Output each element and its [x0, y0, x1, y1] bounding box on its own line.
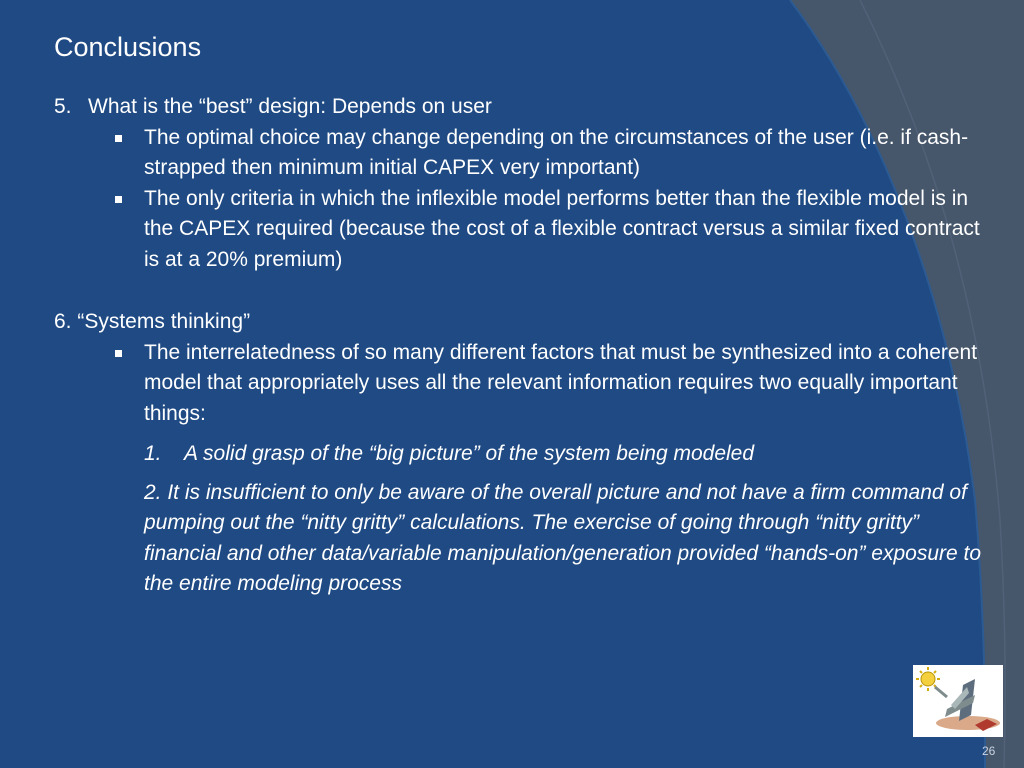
list-item-5	[54, 92, 984, 123]
bullet-item	[54, 338, 984, 430]
clipart-image	[913, 665, 1003, 737]
page-number: 26	[982, 744, 996, 758]
subpoint-2	[54, 478, 984, 600]
subpoint-1	[54, 439, 984, 470]
slide-body	[54, 92, 984, 600]
bullet-item	[54, 184, 984, 276]
bullet-text: The optimal choice may change depending on the circumstances of the user (i.e. if cash-strapped then minimum initial CAPEX very important)	[144, 125, 969, 179]
list-item-text: 6. “Systems thinking”	[54, 310, 251, 333]
list-number: 5.	[54, 95, 72, 118]
number-four-icon	[945, 679, 975, 721]
list-item-6	[54, 307, 984, 338]
subpoint-text: 2. It is insufficient to only be aware of the overall picture and not have a firm command of pumping out the “nitty gritty” calculations. The exercise of going through “nitty gritty” financial and other data/variable manipulation/generation provided “hands-on” exposure to the entire modeling process	[144, 480, 982, 595]
square-bullet-icon	[115, 135, 122, 142]
subpoint-number: 1.	[144, 442, 162, 465]
square-bullet-icon	[115, 196, 122, 203]
square-bullet-icon	[115, 350, 122, 357]
bullet-text: The only criteria in which the inflexible model performs better than the flexible model is in the CAPEX required (because the cost of a flexible contract versus a similar fixed contract is at a 20% premium)	[144, 186, 980, 271]
bullet-text: The interrelatedness of so many different factors that must be synthesized into a coherent model that appropriately uses all the relevant information requires two equally important things:	[144, 340, 978, 425]
bullet-item	[54, 123, 984, 184]
subpoint-text: A solid grasp of the “big picture” of the system being modeled	[184, 442, 755, 465]
slide-title: Conclusions	[54, 32, 202, 62]
list-item-text: What is the “best” design: Depends on user	[88, 95, 492, 118]
